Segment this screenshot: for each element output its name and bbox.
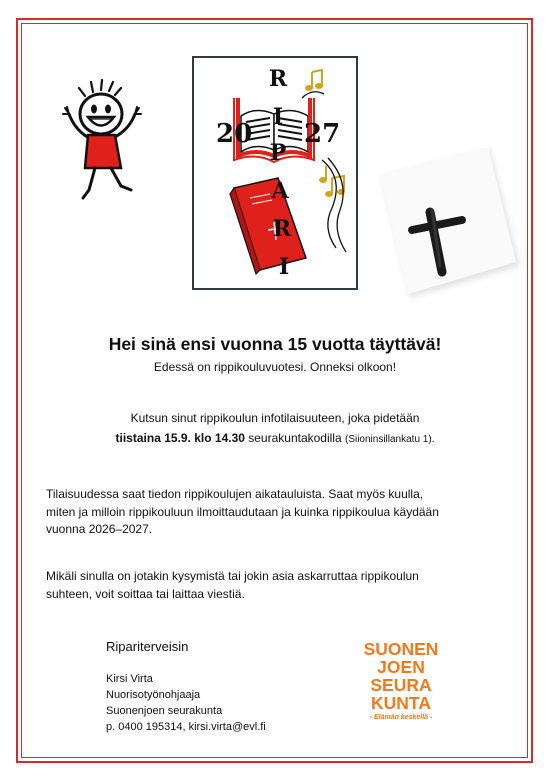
event-date: tiistaina 15.9. klo 14.30 [115, 431, 245, 445]
invite-details [0, 431, 550, 445]
title-letter: I [272, 104, 284, 130]
parish-logo-tagline: - Elämän keskellä - [369, 714, 433, 721]
title-letter: I [278, 254, 290, 280]
parish-logo [356, 640, 446, 721]
signature-contact: p. 0400 195314, kirsi.virta@evl.fi [106, 721, 266, 733]
cross-card-illustration [360, 148, 525, 307]
subheadline: Edessä on rippikouluvuotesi. Onneksi olkoon! [153, 360, 397, 374]
event-address: (Siioninsillankatu 1). [344, 434, 435, 445]
title-letter: P [269, 140, 287, 166]
title-letter: A [271, 178, 289, 204]
parish-logo-word: JOEN [377, 657, 425, 677]
info-paragraph [46, 486, 506, 539]
parish-logo-word: SUONEN [363, 639, 439, 659]
year-left-text: 20 [216, 119, 253, 149]
parish-logo-word: SEURA [370, 675, 432, 695]
paragraph-line: Tilaisuudessa saat tiedon rippikoulujen aikatauluista. Saat myös kuulla, [46, 487, 424, 501]
event-place: seurakuntakodilla [244, 431, 345, 445]
headline: Hei sinä ensi vuonna 15 vuotta täyttävä! [108, 334, 442, 354]
greeting: Ripariterveisin [106, 639, 189, 654]
signature-block [106, 671, 266, 735]
year-right-text: 27 [304, 119, 341, 149]
paragraph-line: vuonna 2026–2027. [46, 522, 153, 536]
signature-org: Suonenjoen seurakunta [106, 705, 223, 717]
invite-line: Kutsun sinut rippikoulun infotilaisuuteen, joka pidetään [130, 411, 420, 425]
confirmation-camp-logo [192, 56, 358, 290]
bible-icon [230, 178, 306, 274]
paragraph-line: Mikäli sinulla on jotakin kysymistä tai jokin asia askarruttaa rippikoulun [46, 569, 419, 583]
paragraph-line: miten ja milloin rippikouluun ilmoittaudutaan ja kuinka rippikoulua käydään [46, 504, 439, 519]
paragraph-line: suhteen, voit soittaa tai laittaa viestiä. [46, 586, 245, 601]
title-letter: R [268, 66, 288, 92]
signature-name: Kirsi Virta [106, 673, 153, 685]
title-letter: R [272, 216, 292, 242]
cheering-kid-illustration [55, 78, 155, 212]
signature-title: Nuorisotyönohjaaja [106, 689, 201, 701]
question-paragraph [46, 568, 506, 603]
parish-logo-word: KUNTA [371, 693, 431, 713]
